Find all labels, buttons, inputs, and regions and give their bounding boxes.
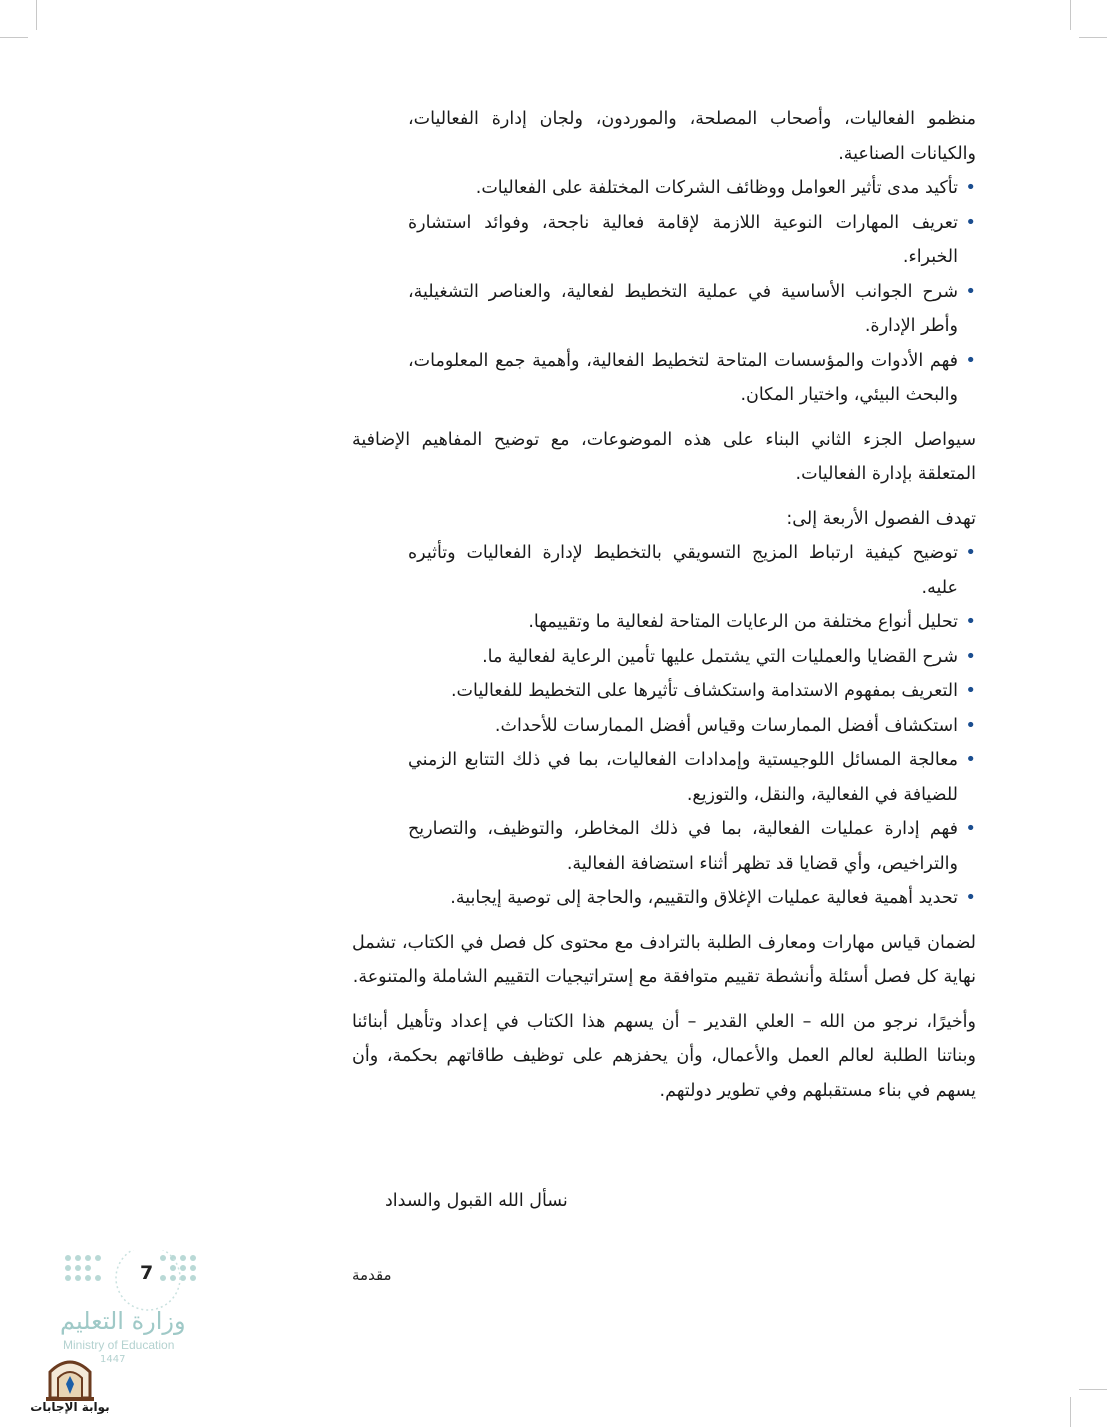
crop-mark: [1070, 1397, 1071, 1427]
answers-gate-badge-icon: [30, 1350, 110, 1427]
list-item: • التعريف بمفهوم الاستدامة واستكشاف تأثيرها على التخطيط للفعاليات.: [408, 674, 976, 709]
list-item: • شرح الجوانب الأساسية في عملية التخطيط لفعالية، والعناصر التشغيلية، وأطر الإدارة.: [408, 275, 976, 344]
section-title: مقدمة: [352, 1266, 392, 1284]
list-item: • استكشاف أفضل الممارسات وقياس أفضل الممارسات للأحداث.: [408, 709, 976, 744]
crop-mark: [36, 0, 37, 30]
ministry-year: 1447: [100, 1354, 126, 1365]
closing-paragraph: وأخيرًا، نرجو من الله – العلي القدير – أن يسهم هذا الكتاب في إعداد وتأهيل أبنائنا وبناتنا الطلبة لعالم العمل والأعمال، وأن يحفزهم على توظيف طاقاتهم بحكمة، وأن يسهم في بناء مستقبلهم وفي تطوير دولتهم.: [352, 1011, 976, 1101]
crop-mark: [0, 37, 28, 38]
crop-mark: [1079, 37, 1107, 38]
list-item: • معالجة المسائل اللوجيستية وإمدادات الفعاليات، بما في ذلك التتابع الزمني للضيافة في الفعالية، والنقل، والتوزيع.: [408, 743, 976, 812]
chapters-intro: تهدف الفصول الأربعة إلى:: [786, 508, 976, 529]
crop-mark: [1070, 0, 1071, 30]
list-item: • توضيح كيفية ارتباط المزيج التسويقي بالتخطيط لإدارة الفعاليات وتأثيره عليه.: [408, 536, 976, 605]
assessment-paragraph: لضمان قياس مهارات ومعارف الطلبة بالترادف مع محتوى كل فصل في الكتاب، تشمل نهاية كل فصل أسئلة وأنشطة تقييم متوافقة مع إستراتيجيات التقييم الشاملة والمتنوعة.: [352, 932, 976, 987]
list-item: • شرح القضايا والعمليات التي يشتمل عليها تأمين الرعاية لفعالية ما.: [408, 640, 976, 675]
objectives-list-1: [408, 171, 976, 413]
list-item: • فهم الأدوات والمؤسسات المتاحة لتخطيط الفعالية، وأهمية جمع المعلومات، والبحث البيئي، واختيار المكان.: [408, 344, 976, 413]
crop-mark: [1079, 1389, 1107, 1390]
signature: نسأل الله القبول والسداد: [385, 1191, 568, 1211]
ministry-name-arabic: وزارة التعليم: [60, 1307, 186, 1335]
list-item: • تعريف المهارات النوعية اللازمة لإقامة فعالية ناجحة، وفوائد استشارة الخبراء.: [408, 206, 976, 275]
ministry-name-english: Ministry of Education: [63, 1338, 175, 1352]
part2-paragraph: سيواصل الجزء الثاني البناء على هذه الموضوعات، مع توضيح المفاهيم الإضافية المتعلقة بإدارة الفعاليات.: [352, 429, 976, 484]
list-item: • تأكيد مدى تأثير العوامل ووظائف الشركات المختلفة على الفعاليات.: [408, 171, 976, 206]
list-item: • فهم إدارة عمليات الفعالية، بما في ذلك المخاطر، والتوظيف، والتصاريح والتراخيص، وأي قضايا قد تظهر أثناء استضافة الفعالية.: [408, 812, 976, 881]
list-item: • تحديد أهمية فعالية عمليات الإغلاق والتقييم، والحاجة إلى توصية إيجابية.: [408, 881, 976, 916]
page-body: [352, 102, 976, 1108]
badge-label: بوابة الإجابات: [30, 1400, 110, 1414]
page-number: 7: [140, 1262, 154, 1284]
objectives-list-2: [408, 536, 976, 916]
list-item: • تحليل أنواع مختلفة من الرعايات المتاحة لفعالية ما وتقييمها.: [408, 605, 976, 640]
intro-continuation: منظمو الفعاليات، وأصحاب المصلحة، والموردون، ولجان إدارة الفعاليات، والكيانات الصناعية.: [408, 109, 976, 164]
